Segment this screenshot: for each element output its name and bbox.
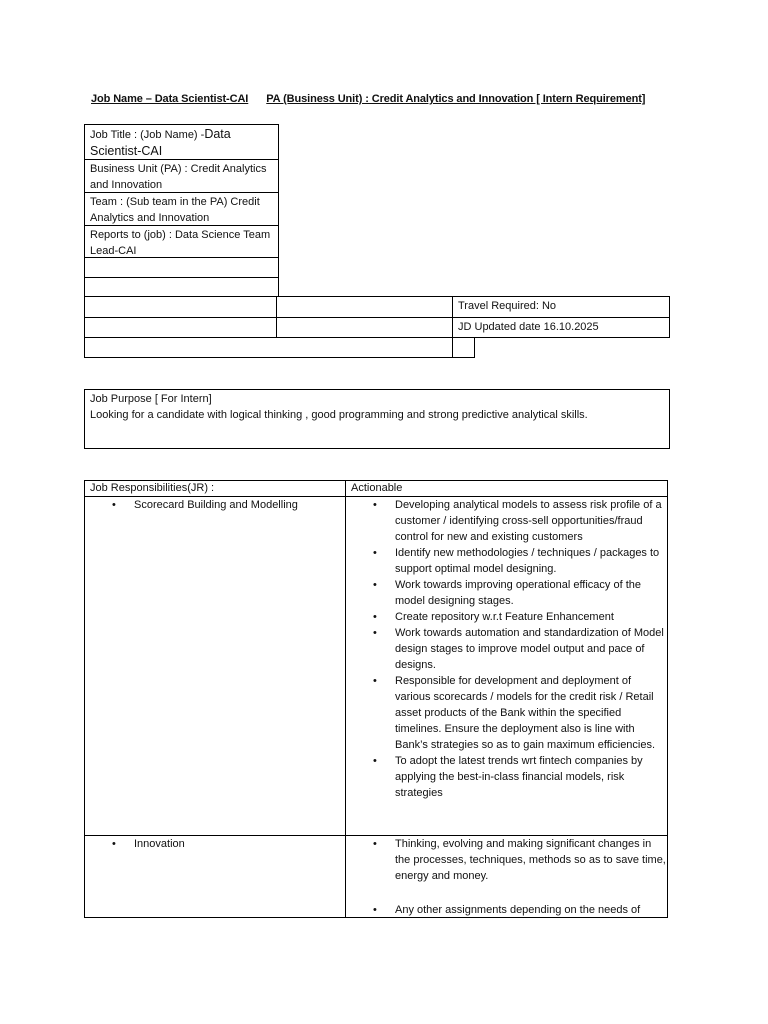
team-cell (84, 192, 279, 226)
empty-cell (84, 257, 279, 278)
job-name-heading: Job Name – Data Scientist-CAI (91, 93, 249, 105)
empty-cell (84, 277, 279, 297)
actionable-list-scorecard (351, 497, 669, 801)
job-purpose-title: Job Purpose [ For Intern] (90, 393, 212, 405)
pa-heading: PA (Business Unit) : Credit Analytics and Innovation [ Intern Requirement] (266, 93, 646, 105)
reports-to-text: Reports to (job) : Data Science Team Lead-CAI (90, 229, 271, 257)
col-header-actionable: Actionable (351, 482, 403, 494)
job-title-value: Data Scientist-CAI (90, 127, 231, 158)
job-purpose-text: Looking for a candidate with logical thinking , good programming and strong predictive analytical skills. (90, 409, 588, 421)
business-unit-cell (84, 159, 279, 193)
business-unit-text: Business Unit (PA) : Credit Analytics and Innovation (90, 163, 267, 191)
area-label: • Innovation (90, 836, 340, 852)
empty-cell (84, 317, 277, 338)
job-title-cell (84, 124, 279, 160)
list-item: • Any other assignments depending on the needs of (351, 902, 669, 918)
list-item: • Work towards improving operational efficacy of the model designing stages. (351, 577, 669, 609)
travel-required-text: Travel Required: No (458, 300, 557, 312)
area-label: • Scorecard Building and Modelling (90, 497, 340, 513)
area-innovation (90, 836, 340, 852)
job-title-label: Job Title : (Job Name) - (90, 129, 205, 141)
list-item: • Identify new methodologies / techniques / packages to support optimal model designing. (351, 545, 669, 577)
list-item: • To adopt the latest trends wrt fintech companies by applying the best-in-class financial models, risk strategies (351, 753, 669, 801)
jd-updated-text: JD Updated date 16.10.2025 (458, 321, 599, 333)
empty-cell (452, 337, 475, 358)
list-item: • Responsible for development and deployment of various scorecards / models for the credit risk / Retail asset products of the Bank within the specified timelines. Ensure the deployment also is line with Bank’s strategies so as to gain maximum efficiencies. (351, 673, 669, 753)
travel-required-cell (452, 296, 670, 318)
document-title (91, 93, 645, 105)
list-item: • Developing analytical models to assess risk profile of a customer / identifying cross-sell opportunities/fraud control for new and existing customers (351, 497, 669, 545)
job-purpose-box (84, 389, 670, 449)
empty-cell (84, 296, 277, 318)
area-scorecard (90, 497, 340, 513)
responsibilities-table (84, 480, 668, 918)
empty-cell (84, 337, 453, 358)
empty-cell (276, 296, 453, 318)
list-item: • Work towards automation and standardization of Model design stages to improve model output and pace of designs. (351, 625, 669, 673)
col-header-responsibilities: Job Responsibilities(JR) : (90, 482, 215, 494)
empty-cell (276, 317, 453, 338)
team-text: Team : (Sub team in the PA) Credit Analytics and Innovation (90, 196, 260, 224)
reports-to-cell (84, 225, 279, 258)
actionable-list-innovation (351, 836, 669, 918)
list-item: • Thinking, evolving and making significant changes in the processes, techniques, methods so as to save time, energy and money. (351, 836, 669, 884)
list-item: • Create repository w.r.t Feature Enhancement (351, 609, 669, 625)
jd-updated-cell (452, 317, 670, 338)
